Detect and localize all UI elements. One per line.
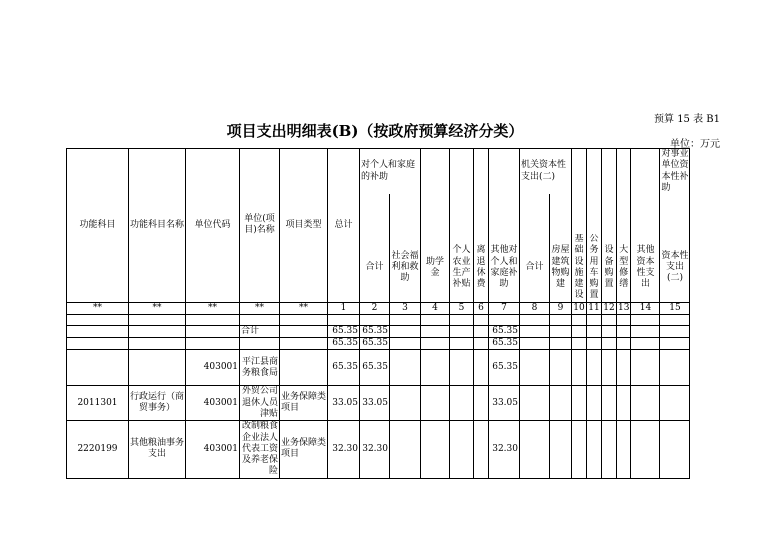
index-cell: ** xyxy=(186,302,240,314)
cell-unit-code: 403001 xyxy=(186,421,240,478)
cell-personal-total xyxy=(360,314,390,325)
header-other-personal: 其他对个人和家庭补助 xyxy=(489,234,520,302)
header-farm-subsidy: 个人农业生产补贴 xyxy=(450,234,474,302)
header-repair: 大型修缮 xyxy=(617,234,631,302)
cell-total: 65.35 xyxy=(328,338,360,350)
header-capital2-group: 机关资本性支出(二) xyxy=(520,149,572,195)
index-cell: 6 xyxy=(474,302,489,314)
cell-func-code xyxy=(67,350,129,386)
header-row-1 xyxy=(67,149,690,195)
cell-personal-total: 65.35 xyxy=(360,350,390,386)
cell-func-name: 其他粮油事务支出 xyxy=(129,421,186,478)
table-row xyxy=(67,338,690,350)
cell-func-code xyxy=(67,314,129,325)
index-cell: 3 xyxy=(390,302,421,314)
index-cell: 8 xyxy=(520,302,550,314)
cell-func-code xyxy=(67,338,129,350)
header-total: 总计 xyxy=(328,149,360,303)
cell-project-type xyxy=(280,350,328,386)
cell-unit-name xyxy=(240,338,280,350)
cell-other-personal: 65.35 xyxy=(489,325,520,337)
cell-other-personal: 32.30 xyxy=(489,421,520,478)
cell-unit-name: 改制粮食企业法人代表工资及养老保险 xyxy=(240,421,280,478)
cell-other-personal xyxy=(489,314,520,325)
cell-func-code xyxy=(67,325,129,337)
header-capital2-sub: 资本性支出(二) xyxy=(660,234,690,302)
cell-other-personal: 65.35 xyxy=(489,338,520,350)
header-func-name: 功能科目名称 xyxy=(129,149,186,303)
header-housing: 房屋建筑物购建 xyxy=(550,234,572,302)
index-cell: 13 xyxy=(618,302,630,313)
cell-func-name xyxy=(129,314,186,325)
cell-project-type xyxy=(280,338,328,350)
cell-total xyxy=(328,314,360,325)
header-social-relief: 社会福利和救助 xyxy=(390,234,421,302)
index-cell: 10 xyxy=(573,302,585,313)
cell-total: 65.35 xyxy=(328,350,360,386)
cell-personal-total: 65.35 xyxy=(360,338,390,350)
cell-unit-name xyxy=(240,314,280,325)
cell-unit-code: 403001 xyxy=(186,350,240,386)
header-vehicle: 公务用车购置 xyxy=(587,234,602,302)
index-cell: ** xyxy=(280,302,328,314)
header-infrastructure: 基础设施建设 xyxy=(572,234,587,302)
cell-unit-name: 外贸公司退休人员津贴 xyxy=(240,386,280,421)
header-personal-total: 合计 xyxy=(360,234,390,302)
cell-func-name xyxy=(129,350,186,386)
cell-unit-code xyxy=(186,314,240,325)
cell-unit-code xyxy=(186,338,240,350)
table-row xyxy=(67,386,690,421)
index-cell: ** xyxy=(240,302,280,314)
cell-project-type: 业务保障类项目 xyxy=(280,421,328,478)
cell-other-personal: 33.05 xyxy=(489,386,520,421)
cell-personal-total: 33.05 xyxy=(360,386,390,421)
cell-project-type xyxy=(280,314,328,325)
cell-project-type xyxy=(280,325,328,337)
cell-unit-name: 平江县商务粮食局 xyxy=(240,350,280,386)
cell-project-type: 业务保障类项目 xyxy=(280,386,328,421)
index-cell: 9 xyxy=(550,302,572,314)
index-cell: ** xyxy=(129,302,186,314)
table-row xyxy=(67,421,690,478)
cell-total: 65.35 xyxy=(328,325,360,337)
index-cell: 5 xyxy=(450,302,474,314)
index-cell: 1 xyxy=(328,302,360,314)
header-equipment: 设备购置 xyxy=(602,234,617,302)
index-cell: 12 xyxy=(603,302,615,313)
index-cell: 7 xyxy=(489,302,520,314)
header-subsidy-group: 对事业单位资本性补助 xyxy=(661,149,689,193)
cell-func-name xyxy=(129,338,186,350)
header-other-capital: 其他资本性支出 xyxy=(631,234,660,302)
cell-func-code: 2220199 xyxy=(67,421,129,478)
index-cell: ** xyxy=(67,302,129,314)
cell-total: 32.30 xyxy=(328,421,360,478)
cell-unit-code xyxy=(186,325,240,337)
header-personal-group: 对个人和家庭的补助 xyxy=(360,149,421,195)
cell-func-name: 行政运行（商贸事务） xyxy=(129,386,186,421)
index-cell: 2 xyxy=(360,302,390,314)
cell-other-personal: 65.35 xyxy=(489,350,520,386)
index-cell: 15 xyxy=(660,302,690,314)
cell-unit-name: 合计 xyxy=(240,325,280,337)
table-row xyxy=(67,314,690,325)
header-unit-name: 单位(项目)名称 xyxy=(240,149,280,303)
index-cell: 4 xyxy=(421,302,450,314)
cell-personal-total: 32.30 xyxy=(360,421,390,478)
header-func-code: 功能科目 xyxy=(67,149,129,303)
header-unit-code: 单位代码 xyxy=(186,149,240,303)
table-row xyxy=(67,350,690,386)
cell-personal-total: 65.35 xyxy=(360,325,390,337)
index-row xyxy=(67,302,690,314)
cell-func-name xyxy=(129,325,186,337)
header-retire-fee: 离退休费 xyxy=(474,234,489,302)
cell-unit-code: 403001 xyxy=(186,386,240,421)
cell-total: 33.05 xyxy=(328,386,360,421)
cell-func-code: 2011301 xyxy=(67,386,129,421)
page-title: 项目支出明细表(B)（按政府预算经济分类） xyxy=(226,122,524,140)
header-scholarship: 助学金 xyxy=(421,234,450,302)
unit-label: 单位：万元 xyxy=(670,139,720,150)
budget-table xyxy=(66,148,690,479)
index-cell: 11 xyxy=(588,302,600,313)
header-capital2-total: 合计 xyxy=(520,234,550,302)
table-row xyxy=(67,325,690,337)
form-number: 预算 15 表 B1 xyxy=(654,114,720,125)
header-project-type: 项目类型 xyxy=(280,149,328,303)
index-cell: 14 xyxy=(631,302,660,314)
